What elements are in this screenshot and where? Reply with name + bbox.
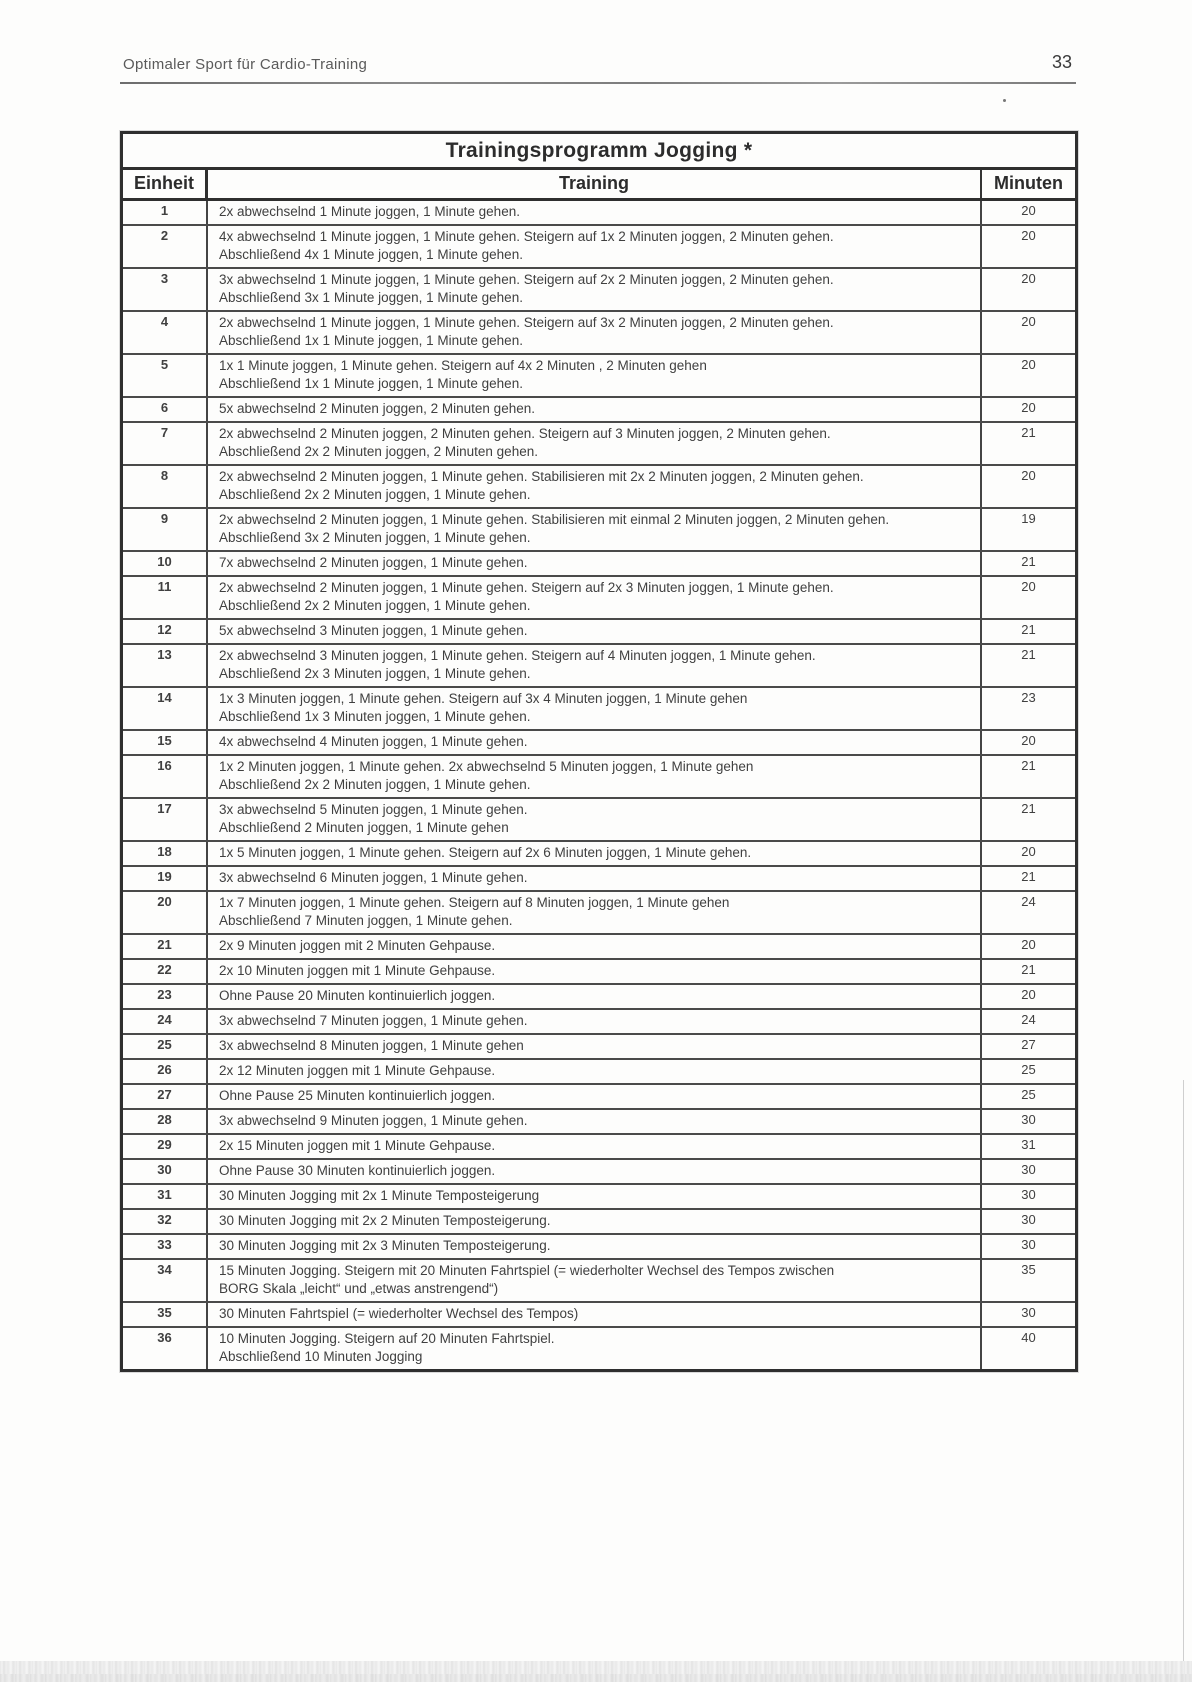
row-minuten: 20: [1021, 271, 1036, 286]
training-line: 2x 12 Minuten joggen mit 1 Minute Gehpause.: [219, 1063, 496, 1078]
row-einheit: 7: [123, 423, 208, 464]
table-row: [123, 620, 1075, 645]
training-line: Abschließend 1x 3 Minuten joggen, 1 Minute gehen.: [219, 709, 531, 724]
row-minuten: 20: [1021, 844, 1036, 859]
table-row: [123, 269, 1075, 312]
training-line: Abschließend 3x 1 Minute joggen, 1 Minute gehen.: [219, 290, 523, 305]
training-line: 2x abwechselnd 2 Minuten joggen, 1 Minute gehen. Stabilisieren mit einmal 2 Minuten joggen, 2 Minuten gehen.: [219, 512, 890, 527]
row-training: [208, 935, 982, 958]
row-minuten: 23: [1021, 690, 1036, 705]
training-line: Ohne Pause 25 Minuten kontinuierlich joggen.: [219, 1088, 496, 1103]
row-einheit: 25: [123, 1035, 208, 1058]
table-row: [123, 1110, 1075, 1135]
training-line: 3x abwechselnd 9 Minuten joggen, 1 Minute gehen.: [219, 1113, 528, 1128]
row-minuten: 21: [1021, 622, 1036, 637]
row-einheit: 14: [123, 688, 208, 729]
training-line: Abschließend 2x 2 Minuten joggen, 1 Minute gehen.: [219, 487, 531, 502]
row-training: [208, 1035, 982, 1058]
training-line: 4x abwechselnd 4 Minuten joggen, 1 Minute gehen.: [219, 734, 528, 749]
row-einheit: 21: [123, 935, 208, 958]
row-minuten: 20: [1021, 987, 1036, 1002]
row-minuten: 20: [1021, 937, 1036, 952]
training-line: Abschließend 4x 1 Minute joggen, 1 Minute gehen.: [219, 247, 523, 262]
row-einheit: 24: [123, 1010, 208, 1033]
row-training: [208, 423, 982, 464]
column-header-training: Training: [208, 170, 982, 198]
table-row: [123, 960, 1075, 985]
training-line: Abschließend 3x 2 Minuten joggen, 1 Minute gehen.: [219, 530, 531, 545]
row-training: [208, 842, 982, 865]
training-line: 1x 7 Minuten joggen, 1 Minute gehen. Steigern auf 8 Minuten joggen, 1 Minute gehen: [219, 895, 730, 910]
row-einheit: 31: [123, 1185, 208, 1208]
training-line: 2x abwechselnd 1 Minute joggen, 1 Minute gehen.: [219, 204, 520, 219]
row-minuten: 19: [1021, 511, 1036, 526]
training-line: 2x 9 Minuten joggen mit 2 Minuten Gehpause.: [219, 938, 496, 953]
table-row: [123, 1010, 1075, 1035]
table-row: [123, 398, 1075, 423]
row-minuten: 40: [1021, 1330, 1036, 1345]
row-minuten: 20: [1021, 314, 1036, 329]
row-training: [208, 1328, 982, 1369]
training-line: 1x 2 Minuten joggen, 1 Minute gehen. 2x abwechselnd 5 Minuten joggen, 1 Minute gehen: [219, 759, 754, 774]
training-line: 2x abwechselnd 2 Minuten joggen, 1 Minute gehen. Steigern auf 2x 3 Minuten joggen, 1 Minute gehen.: [219, 580, 834, 595]
row-training: [208, 201, 982, 224]
row-einheit: 20: [123, 892, 208, 933]
header-rule: [120, 82, 1076, 84]
row-training: [208, 892, 982, 933]
row-training: [208, 552, 982, 575]
training-line: Ohne Pause 20 Minuten kontinuierlich joggen.: [219, 988, 496, 1003]
row-training: [208, 398, 982, 421]
table-row: [123, 842, 1075, 867]
row-minuten: 25: [1021, 1087, 1036, 1102]
row-einheit: 34: [123, 1260, 208, 1301]
row-einheit: 9: [123, 509, 208, 550]
row-training: [208, 312, 982, 353]
row-einheit: 19: [123, 867, 208, 890]
row-einheit: 11: [123, 577, 208, 618]
row-training: [208, 1060, 982, 1083]
training-line: Abschließend 10 Minuten Jogging: [219, 1349, 423, 1364]
row-minuten: 30: [1021, 1112, 1036, 1127]
row-training: [208, 645, 982, 686]
row-einheit: 2: [123, 226, 208, 267]
training-line: 15 Minuten Jogging. Steigern mit 20 Minuten Fahrtspiel (= wiederholter Wechsel des Tempos zwischen: [219, 1263, 835, 1278]
table-row: [123, 1085, 1075, 1110]
row-minuten: 20: [1021, 733, 1036, 748]
row-training: [208, 355, 982, 396]
row-training: [208, 1260, 982, 1301]
row-minuten: 31: [1021, 1137, 1036, 1152]
scan-artifact-strip-dark: [0, 1674, 1192, 1682]
page-number: 33: [1052, 52, 1073, 72]
table-row: [123, 799, 1075, 842]
row-einheit: 29: [123, 1135, 208, 1158]
row-minuten: 30: [1021, 1212, 1036, 1227]
table-row: [123, 645, 1075, 688]
table-row: [123, 312, 1075, 355]
row-einheit: 5: [123, 355, 208, 396]
row-minuten: 24: [1021, 894, 1036, 909]
training-line: 1x 5 Minuten joggen, 1 Minute gehen. Steigern auf 2x 6 Minuten joggen, 1 Minute gehen.: [219, 845, 752, 860]
row-einheit: 3: [123, 269, 208, 310]
row-minuten: 30: [1021, 1187, 1036, 1202]
table-row: [123, 509, 1075, 552]
row-minuten: 21: [1021, 554, 1036, 569]
training-line: Abschließend 2x 2 Minuten joggen, 2 Minuten gehen.: [219, 444, 538, 459]
training-line: 2x 10 Minuten joggen mit 1 Minute Gehpause.: [219, 963, 496, 978]
table-row: [123, 1160, 1075, 1185]
row-einheit: 1: [123, 201, 208, 224]
training-line: Abschließend 2x 2 Minuten joggen, 1 Minute gehen.: [219, 598, 531, 613]
training-line: BORG Skala „leicht“ und „etwas anstrengend“): [219, 1281, 499, 1296]
training-line: 3x abwechselnd 5 Minuten joggen, 1 Minute gehen.: [219, 802, 528, 817]
training-table: [120, 131, 1078, 1372]
table-row: [123, 1210, 1075, 1235]
table-row: [123, 355, 1075, 398]
row-einheit: 26: [123, 1060, 208, 1083]
row-minuten: 25: [1021, 1062, 1036, 1077]
table-row: [123, 552, 1075, 577]
row-einheit: 32: [123, 1210, 208, 1233]
row-training: [208, 1010, 982, 1033]
table-row: [123, 688, 1075, 731]
table-title: Trainingsprogramm Jogging *: [123, 134, 1075, 170]
row-minuten: 20: [1021, 203, 1036, 218]
row-einheit: 12: [123, 620, 208, 643]
training-line: Abschließend 2 Minuten joggen, 1 Minute gehen: [219, 820, 509, 835]
scan-edge-line: [1183, 1080, 1184, 1670]
row-minuten: 20: [1021, 579, 1036, 594]
row-training: [208, 1210, 982, 1233]
table-body: [123, 201, 1075, 1369]
row-minuten: 21: [1021, 962, 1036, 977]
training-line: 3x abwechselnd 8 Minuten joggen, 1 Minute gehen: [219, 1038, 524, 1053]
table-header-row: [123, 170, 1075, 201]
row-minuten: 21: [1021, 801, 1036, 816]
training-line: 2x abwechselnd 2 Minuten joggen, 1 Minute gehen. Stabilisieren mit 2x 2 Minuten joggen, 2 Minuten gehen.: [219, 469, 864, 484]
table-row: [123, 1060, 1075, 1085]
row-minuten: 30: [1021, 1237, 1036, 1252]
table-row: [123, 985, 1075, 1010]
row-einheit: 23: [123, 985, 208, 1008]
row-minuten: 20: [1021, 228, 1036, 243]
row-training: [208, 960, 982, 983]
training-line: 30 Minuten Fahrtspiel (= wiederholter Wechsel des Tempos): [219, 1306, 579, 1321]
row-training: [208, 799, 982, 840]
scan-speck: [1003, 99, 1006, 102]
training-line: 3x abwechselnd 7 Minuten joggen, 1 Minute gehen.: [219, 1013, 528, 1028]
row-minuten: 24: [1021, 1012, 1036, 1027]
training-line: 3x abwechselnd 1 Minute joggen, 1 Minute gehen. Steigern auf 2x 2 Minuten joggen, 2 Minuten gehen.: [219, 272, 834, 287]
row-einheit: 16: [123, 756, 208, 797]
row-training: [208, 756, 982, 797]
row-minuten: 20: [1021, 468, 1036, 483]
row-training: [208, 620, 982, 643]
table-row: [123, 1303, 1075, 1328]
training-line: 2x abwechselnd 3 Minuten joggen, 1 Minute gehen. Steigern auf 4 Minuten joggen, 1 Minute gehen.: [219, 648, 816, 663]
row-einheit: 28: [123, 1110, 208, 1133]
row-training: [208, 1085, 982, 1108]
row-training: [208, 226, 982, 267]
row-einheit: 33: [123, 1235, 208, 1258]
row-training: [208, 466, 982, 507]
table-row: [123, 423, 1075, 466]
table-row: [123, 201, 1075, 226]
row-einheit: 22: [123, 960, 208, 983]
table-row: [123, 731, 1075, 756]
training-line: 30 Minuten Jogging mit 2x 1 Minute Temposteigerung: [219, 1188, 540, 1203]
row-einheit: 10: [123, 552, 208, 575]
row-training: [208, 509, 982, 550]
training-line: 7x abwechselnd 2 Minuten joggen, 1 Minute gehen.: [219, 555, 528, 570]
training-line: 4x abwechselnd 1 Minute joggen, 1 Minute gehen. Steigern auf 1x 2 Minuten joggen, 2 Minuten gehen.: [219, 229, 834, 244]
row-minuten: 21: [1021, 647, 1036, 662]
training-line: Abschließend 7 Minuten joggen, 1 Minute gehen.: [219, 913, 513, 928]
column-header-einheit: Einheit: [123, 170, 208, 198]
row-einheit: 6: [123, 398, 208, 421]
row-einheit: 30: [123, 1160, 208, 1183]
row-einheit: 15: [123, 731, 208, 754]
row-training: [208, 577, 982, 618]
row-training: [208, 731, 982, 754]
table-row: [123, 1035, 1075, 1060]
training-line: 2x 15 Minuten joggen mit 1 Minute Gehpause.: [219, 1138, 496, 1153]
row-minuten: 30: [1021, 1162, 1036, 1177]
row-training: [208, 1110, 982, 1133]
running-header: Optimaler Sport für Cardio-Training: [123, 56, 368, 73]
training-line: Abschließend 1x 1 Minute joggen, 1 Minute gehen.: [219, 333, 523, 348]
row-training: [208, 688, 982, 729]
training-line: 10 Minuten Jogging. Steigern auf 20 Minuten Fahrtspiel.: [219, 1331, 555, 1346]
row-minuten: 30: [1021, 1305, 1036, 1320]
row-training: [208, 1235, 982, 1258]
column-header-minuten: Minuten: [994, 173, 1063, 193]
training-line: 3x abwechselnd 6 Minuten joggen, 1 Minute gehen.: [219, 870, 528, 885]
row-einheit: 18: [123, 842, 208, 865]
row-training: [208, 1135, 982, 1158]
training-line: 5x abwechselnd 3 Minuten joggen, 1 Minute gehen.: [219, 623, 528, 638]
table-row: [123, 1185, 1075, 1210]
training-line: 30 Minuten Jogging mit 2x 3 Minuten Temposteigerung.: [219, 1238, 551, 1253]
row-einheit: 4: [123, 312, 208, 353]
table-row: [123, 226, 1075, 269]
training-line: 1x 3 Minuten joggen, 1 Minute gehen. Steigern auf 3x 4 Minuten joggen, 1 Minute gehen: [219, 691, 748, 706]
training-line: 30 Minuten Jogging mit 2x 2 Minuten Temposteigerung.: [219, 1213, 551, 1228]
table-row: [123, 1235, 1075, 1260]
row-einheit: 13: [123, 645, 208, 686]
row-einheit: 35: [123, 1303, 208, 1326]
table-row: [123, 867, 1075, 892]
training-line: Abschließend 1x 1 Minute joggen, 1 Minute gehen.: [219, 376, 523, 391]
training-line: 2x abwechselnd 2 Minuten joggen, 2 Minuten gehen. Steigern auf 3 Minuten joggen, 2 Minuten gehen.: [219, 426, 831, 441]
row-training: [208, 1303, 982, 1326]
row-minuten: 20: [1021, 400, 1036, 415]
training-line: Ohne Pause 30 Minuten kontinuierlich joggen.: [219, 1163, 496, 1178]
table-row: [123, 1328, 1075, 1369]
row-minuten: 20: [1021, 357, 1036, 372]
table-row: [123, 1135, 1075, 1160]
row-training: [208, 269, 982, 310]
row-training: [208, 985, 982, 1008]
table-row: [123, 1260, 1075, 1303]
row-minuten: 35: [1021, 1262, 1036, 1277]
row-einheit: 27: [123, 1085, 208, 1108]
table-row: [123, 577, 1075, 620]
row-training: [208, 1185, 982, 1208]
training-line: 1x 1 Minute joggen, 1 Minute gehen. Steigern auf 4x 2 Minuten , 2 Minuten gehen: [219, 358, 707, 373]
row-minuten: 21: [1021, 758, 1036, 773]
row-einheit: 36: [123, 1328, 208, 1369]
row-training: [208, 1160, 982, 1183]
training-line: Abschließend 2x 3 Minuten joggen, 1 Minute gehen.: [219, 666, 531, 681]
table-row: [123, 466, 1075, 509]
row-training: [208, 867, 982, 890]
row-einheit: 8: [123, 466, 208, 507]
table-row: [123, 756, 1075, 799]
training-line: 5x abwechselnd 2 Minuten joggen, 2 Minuten gehen.: [219, 401, 535, 416]
row-minuten: 21: [1021, 869, 1036, 884]
training-line: Abschließend 2x 2 Minuten joggen, 1 Minute gehen.: [219, 777, 531, 792]
row-einheit: 17: [123, 799, 208, 840]
table-row: [123, 935, 1075, 960]
table-row: [123, 892, 1075, 935]
row-minuten: 27: [1021, 1037, 1036, 1052]
training-line: 2x abwechselnd 1 Minute joggen, 1 Minute gehen. Steigern auf 3x 2 Minuten joggen, 2 Minuten gehen.: [219, 315, 834, 330]
row-minuten: 21: [1021, 425, 1036, 440]
